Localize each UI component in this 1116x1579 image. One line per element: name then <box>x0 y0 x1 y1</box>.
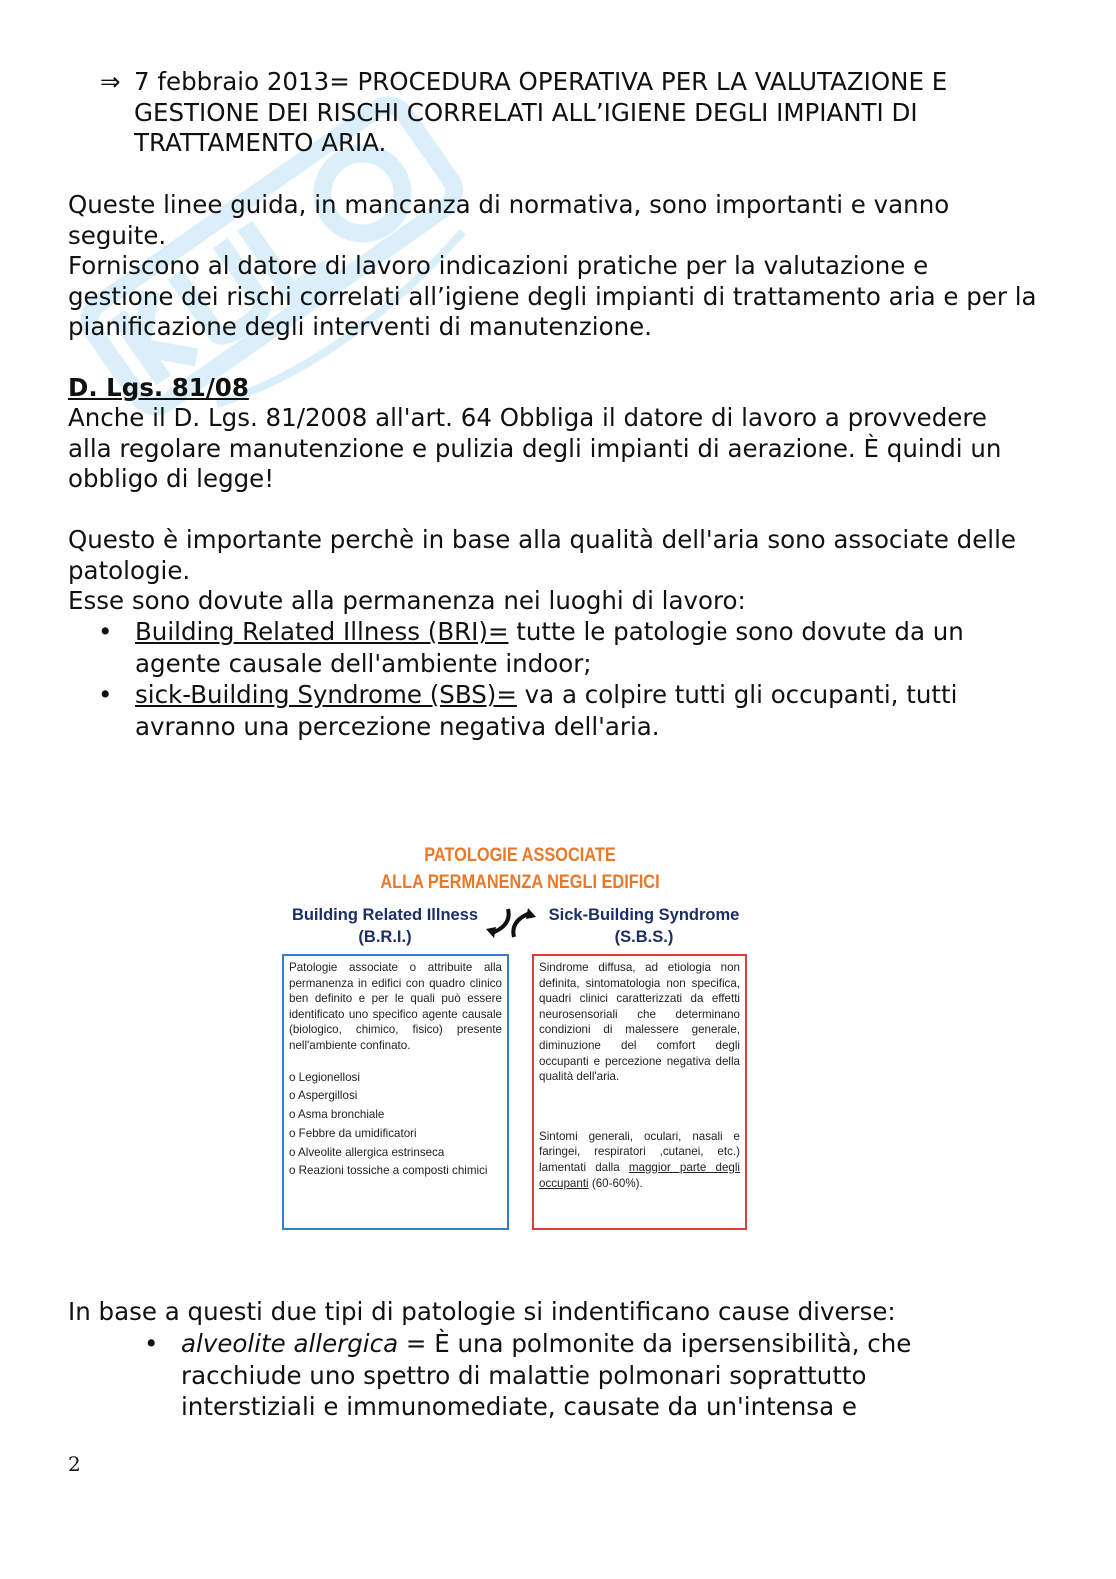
paragraph-importante: Questo è importante perchè in base alla qualità dell'aria sono associate delle patologie. <box>68 525 1016 585</box>
list-item <box>114 1328 974 1423</box>
term-bri: Building Related Illness (BRI)= <box>135 617 509 646</box>
bullet-text: tutte le patologie sono dovute da un agente causale dell'ambiente indoor; <box>135 617 964 678</box>
paragraph-forniscono: Forniscono al datore di lavoro indicazioni pratiche per la valutazione e gestione dei rischi correlati all’igiene degli impianti di trattamento aria e per la pianificazione degli interventi di manutenzione. <box>68 251 1037 341</box>
bullet-marker: • <box>98 680 113 709</box>
list-item: o Febbre da umidificatori <box>289 1126 417 1140</box>
term-alveolite: alveolite allergica <box>181 1329 399 1358</box>
term-sbs: sick-Building Syndrome (SBS)= <box>135 680 517 709</box>
sbs-symptoms-percent: (60-60%). <box>588 1176 643 1190</box>
sbs-symptoms <box>539 1129 740 1191</box>
intro-arrow-item <box>100 67 1040 159</box>
list-item: o Reazioni tossiche a composti chimici <box>289 1164 488 1178</box>
arrow-marker: ⇒ <box>100 67 121 96</box>
sbs-symptoms-underlined: maggior parte degli occupanti <box>539 1160 741 1190</box>
bri-heading-line1: Building Related Illness <box>291 906 479 924</box>
list-item <box>68 679 1028 742</box>
bullet-marker: • <box>144 1329 159 1358</box>
paragraph-dlgs: Anche il D. Lgs. 81/2008 all'art. 64 Obbliga il datore di lavoro a provvedere alla regolare manutenzione e pulizia degli impianti di aerazione. È quindi un obbligo di legge! <box>68 403 1002 493</box>
pathology-figure <box>275 835 765 1240</box>
sbs-symptoms-text: Sintomi generali, oculari, nasali e faringei, respiratori ,cutanei, etc.) lamentati dalla <box>539 1129 740 1174</box>
sbs-heading-line1: Sick-Building Syndrome <box>548 906 740 924</box>
sbs-box <box>532 954 747 1230</box>
sbs-description: Sindrome diffusa, ad etiologia non definita, sintomatologia non specifica, quadri clinici caratterizzati da effetti neurosensoriali che determinano condizioni di malessere generale, diminuzione del comfort degli occupanti e percezione negativa della qualità dell'aria. <box>539 961 740 1084</box>
bullet-marker: • <box>98 617 113 646</box>
list-item: o Alveolite allergica estrinseca <box>289 1145 445 1159</box>
paragraph-cause: In base a questi due tipi di patologie si indentificano cause diverse: <box>68 1297 896 1326</box>
list-item: o Asma bronchiale <box>289 1108 385 1122</box>
section-heading: D. Lgs. 81/08 <box>68 373 249 402</box>
bri-heading-line2: (B.R.I.) <box>358 928 412 946</box>
figure-title-line1: PATOLOGIE ASSOCIATE <box>424 845 616 866</box>
paragraph-esse: Esse sono dovute alla permanenza nei luoghi di lavoro: <box>68 586 746 615</box>
circular-arrows-icon <box>480 905 542 941</box>
list-item: o Aspergillosi <box>289 1089 358 1103</box>
bullet-text: va a colpire tutti gli occupanti, tutti avranno una percezione negativa dell'aria. <box>135 680 958 741</box>
bullet-list-syndromes <box>68 616 1028 742</box>
intro-text: 7 febbraio 2013= PROCEDURA OPERATIVA PER LA VALUTAZIONE E GESTIONE DEI RISCHI CORRELATI ALL’IGIENE DEGLI IMPIANTI DI TRATTAMENTO ARIA. <box>134 67 948 157</box>
list-item: o Legionellosi <box>289 1070 360 1084</box>
bullet-list-causes <box>114 1328 974 1423</box>
bri-pathology-list <box>289 1070 502 1180</box>
bri-heading <box>281 904 489 948</box>
bri-description: Patologie associate o attribuite alla permanenza in edifici con quadro clinico ben definito e per le quali può essere identificato uno specifico agente causale (biologico, chimico, fisico) presente nell'ambiente confinato. <box>289 961 502 1052</box>
paragraph-linee-guida: Queste linee guida, in mancanza di normativa, sono importanti e vanno seguite. <box>68 190 950 250</box>
list-item <box>68 616 1028 679</box>
bri-box <box>282 954 509 1230</box>
figure-title-line2: ALLA PERMANENZA NEGLI EDIFICI <box>380 872 660 893</box>
page-number: 2 <box>68 1452 81 1476</box>
bullet-text: = È una polmonite da ipersensibilità, che racchiude uno spettro di malattie polmonari soprattutto interstiziali e immunomediate, causate da un'intensa e <box>181 1329 912 1421</box>
sbs-heading <box>537 904 751 948</box>
sbs-heading-line2: (S.B.S.) <box>614 928 674 946</box>
